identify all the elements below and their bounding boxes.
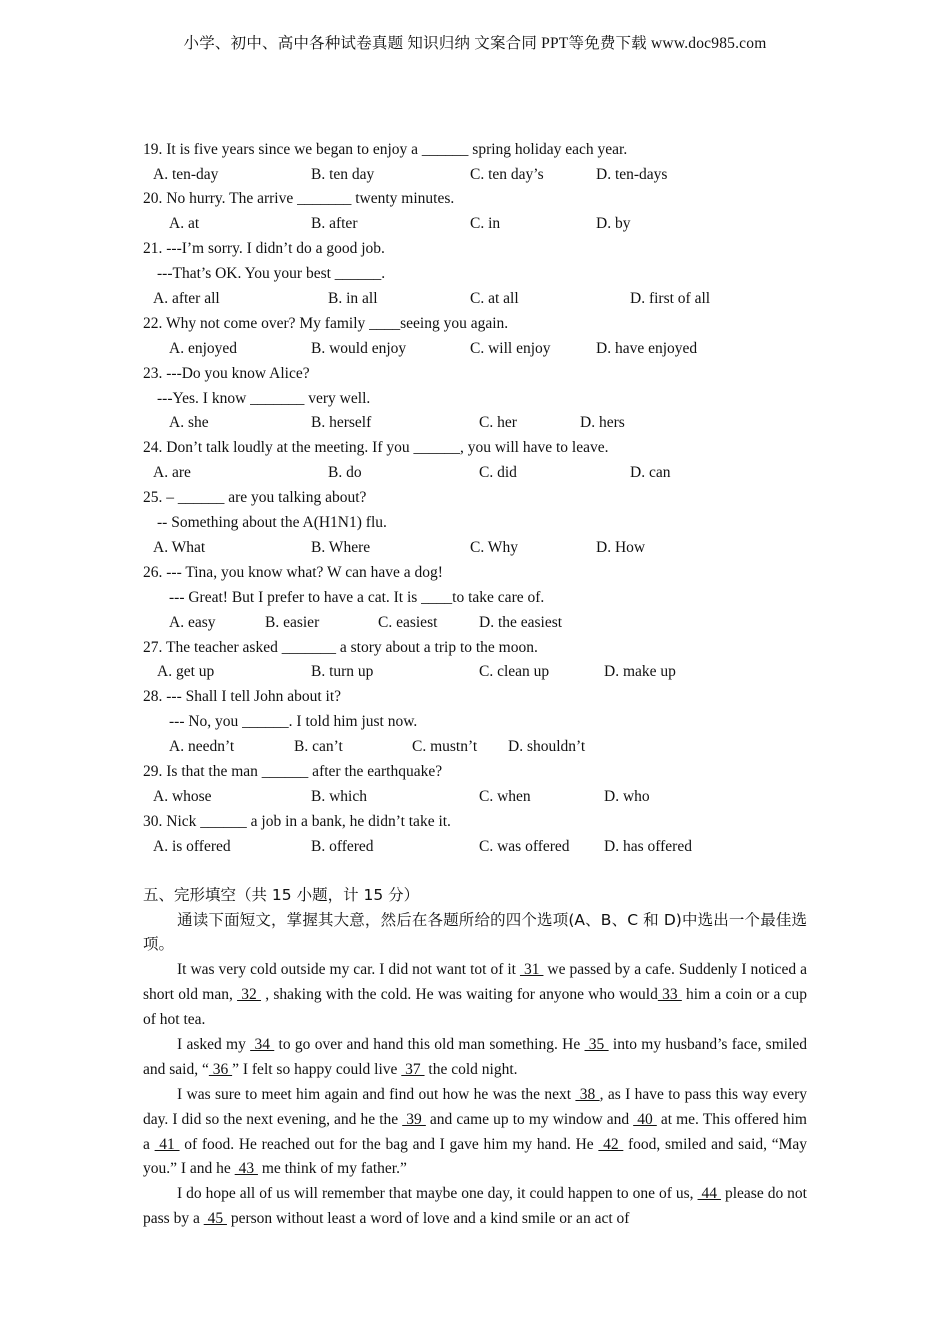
question-stem: 25. – ______ are you talking about? (143, 489, 367, 506)
passage-text: It was very cold outside my car. I did not want tot of it (177, 961, 520, 978)
answer-option: B. after (311, 215, 358, 232)
cloze-blank: 33 (657, 985, 682, 1003)
passage-text: me think of my father.” (257, 1160, 407, 1178)
answer-option: B. herself (311, 414, 372, 431)
answer-option: B. do (328, 464, 362, 481)
answer-option: D. How (596, 539, 646, 556)
answer-option: A. after all (153, 290, 220, 307)
answer-option: A. enjoyed (169, 340, 238, 357)
page-header: 小学、初中、高中各种试卷真题 知识归纳 文案合同 PPT等免费下载 www.doc985.com (183, 35, 767, 52)
answer-option: D. by (596, 215, 631, 232)
passage-text: , shaking with the cold. He was waiting for anyone who would (261, 985, 658, 1003)
answer-option: C. clean up (479, 663, 550, 680)
answer-option: B. offered (311, 838, 374, 855)
answer-option: B. can’t (294, 738, 343, 755)
answer-option: B. ten day (311, 166, 375, 183)
passage-text: ” I felt so happy could live (232, 1060, 402, 1078)
passage-text: I do hope all of us will remember that maybe one day, it could happen to one of us, (177, 1185, 698, 1202)
cloze-blank: 44 (697, 1185, 722, 1202)
answer-option: A. ten-day (153, 166, 219, 183)
passage-paragraph-4 (143, 1182, 807, 1232)
answer-option: C. at all (470, 290, 519, 307)
cloze-blank: 34 (250, 1036, 275, 1053)
cloze-blank: 32 (237, 985, 262, 1003)
answer-option: B. turn up (311, 663, 374, 680)
question-dialogue-line: -- Something about the A(H1N1) flu. (157, 514, 387, 531)
answer-option: D. first of all (630, 290, 711, 307)
answer-option: C. mustn’t (412, 738, 478, 755)
answer-option: D. hers (580, 414, 625, 431)
passage-text: , as I have to pass this way every day. I did so the next evening, and he the (143, 1086, 808, 1128)
cloze-blank: 36 (208, 1060, 233, 1078)
answer-option: D. who (604, 788, 650, 805)
cloze-blank: 41 (154, 1135, 180, 1153)
passage-text: please do not pass by a (143, 1185, 807, 1227)
answer-option: B. Where (311, 539, 371, 556)
passage-text: person without least a word of love and a kind smile or an act of (226, 1209, 630, 1227)
answer-option: D. the easiest (479, 614, 563, 631)
question-dialogue-line: --- Great! But I prefer to have a cat. It is ____to take care of. (169, 589, 545, 606)
passage-paragraph-2 (143, 1033, 807, 1083)
passage-text: to go over and hand this old man something. He (274, 1036, 585, 1053)
cloze-blank: 39 (402, 1110, 426, 1128)
section-title: 五、完形填空（共 15 小题，计 15 分） (143, 886, 420, 904)
answer-option: A. easy (169, 614, 216, 631)
passage-text: I asked my (177, 1036, 251, 1053)
passage-text: into my husband’s face, smiled and said, “ (143, 1036, 808, 1078)
answer-option: A. whose (153, 788, 212, 805)
cloze-blank: 37 (401, 1060, 425, 1078)
answer-option: D. shouldn’t (508, 738, 586, 755)
cloze-blank: 38 (575, 1086, 600, 1103)
answer-option: C. will enjoy (470, 340, 551, 357)
question-stem: 30. Nick ______ a job in a bank, he didn’t take it. (143, 813, 451, 830)
answer-option: A. get up (157, 663, 215, 680)
question-dialogue-line: ---Yes. I know _______ very well. (157, 390, 371, 407)
question-stem: 23. ---Do you know Alice? (143, 365, 310, 382)
question-stem: 22. Why not come over? My family ____seeing you again. (143, 315, 509, 332)
passage-paragraph-3 (143, 1083, 807, 1182)
answer-option: D. can (630, 464, 671, 481)
question-dialogue-line: ---That’s OK. You your best ______. (157, 265, 386, 282)
answer-option: A. needn’t (169, 738, 235, 755)
answer-option: B. in all (328, 290, 378, 307)
question-stem: 28. --- Shall I tell John about it? (143, 688, 342, 705)
answer-option: C. was offered (479, 838, 570, 855)
section-instruction (143, 908, 807, 956)
question-dialogue-line: --- No, you ______. I told him just now. (169, 713, 418, 730)
answer-option: C. in (470, 215, 501, 232)
question-stem: 29. Is that the man ______ after the earthquake? (143, 763, 443, 780)
answer-option: B. which (311, 788, 367, 805)
passage-text: food, smiled and said, “May you.” I and he (143, 1135, 808, 1178)
answer-option: B. easier (265, 614, 320, 631)
answer-option: C. her (479, 414, 517, 431)
answer-option: A. at (169, 215, 200, 232)
answer-option: C. ten day’s (470, 166, 544, 183)
passage-text: at me. This offered him a (143, 1110, 807, 1153)
answer-option: C. when (479, 788, 531, 805)
question-stem: 24. Don’t talk loudly at the meeting. If you ______, you will have to leave. (143, 439, 609, 456)
cloze-blank: 45 (203, 1209, 227, 1227)
cloze-blank: 40 (633, 1110, 657, 1128)
answer-option: B. would enjoy (311, 340, 407, 357)
question-stem: 20. No hurry. The arrive _______ twenty minutes. (143, 190, 455, 207)
passage-text: the cold night. (424, 1060, 518, 1078)
answer-option: C. did (479, 464, 517, 481)
answer-option: A. are (153, 464, 191, 481)
cloze-blank: 31 (519, 961, 544, 978)
question-stem: 27. The teacher asked _______ a story about a trip to the moon. (143, 639, 538, 656)
question-stem: 21. ---I’m sorry. I didn’t do a good job. (143, 240, 385, 257)
answer-option: A. she (169, 414, 209, 431)
passage-text: of food. He reached out for the bag and I gave him my hand. He (179, 1135, 599, 1153)
passage-text: we passed by a cafe. Suddenly I noticed a short old man, (143, 961, 808, 1003)
answer-option: C. Why (470, 539, 518, 556)
cloze-blank: 43 (234, 1160, 258, 1178)
passage-paragraph-1 (143, 958, 807, 1032)
answer-option: D. have enjoyed (596, 340, 698, 357)
answer-option: A. is offered (153, 838, 231, 855)
cloze-blank: 42 (598, 1135, 624, 1153)
answer-option: D. ten-days (596, 166, 668, 183)
passage-text: and came up to my window and (425, 1110, 634, 1128)
answer-option: A. What (153, 539, 206, 556)
answer-option: D. has offered (604, 838, 692, 855)
question-stem: 19. It is five years since we began to enjoy a ______ spring holiday each year. (143, 141, 628, 158)
answer-option: D. make up (604, 663, 676, 680)
passage-text: him a coin or a cup of hot tea. (143, 985, 808, 1028)
answer-option: C. easiest (378, 614, 438, 631)
instruction-text: 通读下面短文，掌握其大意，然后在各题所给的四个选项(A、B、C 和 D)中选出一个最佳选项。 (143, 911, 807, 953)
cloze-blank: 35 (584, 1036, 609, 1053)
question-stem: 26. --- Tina, you know what? W can have a dog! (143, 564, 443, 581)
passage-text: I was sure to meet him again and find out how he was the next (177, 1086, 576, 1103)
